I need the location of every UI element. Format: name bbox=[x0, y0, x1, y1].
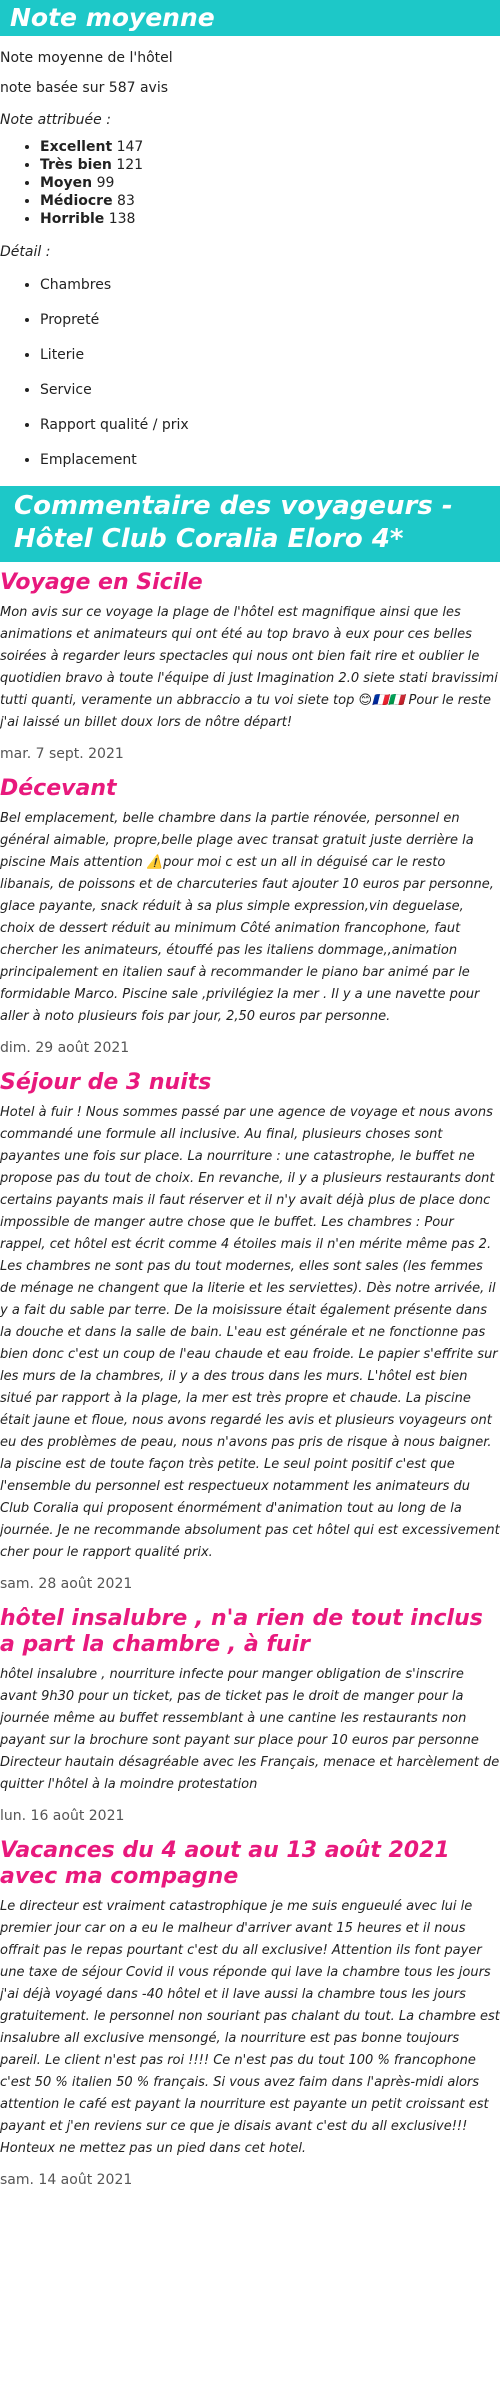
review-item bbox=[0, 776, 500, 1056]
detail-item: • Rapport qualité / prix bbox=[40, 416, 500, 435]
note-moyenne-header: Note moyenne bbox=[0, 0, 500, 36]
given-rating-label: Note attribuée : bbox=[0, 112, 111, 128]
review-date: sam. 28 août 2021 bbox=[0, 1576, 133, 1592]
rating-level-mediocre: • Médiocre 83 bbox=[40, 192, 500, 210]
rating-level-horrible: • Horrible 138 bbox=[40, 210, 500, 228]
review-date: lun. 16 août 2021 bbox=[0, 1808, 125, 1824]
review-title: Vacances du 4 aout au 13 août 2021 avec ma compagne bbox=[0, 1838, 450, 1889]
review-item bbox=[0, 1070, 500, 1592]
detail-label: Détail : bbox=[0, 244, 51, 260]
detail-list bbox=[0, 276, 500, 470]
review-item bbox=[0, 1838, 500, 2188]
detail-item: • Chambres bbox=[40, 276, 500, 295]
review-item bbox=[0, 1606, 500, 1824]
detail-item: • Emplacement bbox=[40, 451, 500, 470]
reviews-header: Commentaire des voyageurs - Hôtel Club Coralia Eloro 4* bbox=[0, 486, 500, 562]
review-date: dim. 29 août 2021 bbox=[0, 1040, 130, 1056]
detail-item: • Propreté bbox=[40, 311, 500, 330]
rating-level-tres-bien: • Très bien 121 bbox=[40, 156, 500, 174]
review-text: Le directeur est vraiment catastrophique je me suis engueulé avec lui le premier jour car on a eu le malheur d'arriver avant 15 heures et il nous offrait pas le repas pourtant c'est du all exclusive! Attention ils font payer une taxe de séjour Covid il vous réponde qui lave la chambre tous les jours j'ai déjà voyagé dans -40 hôtel et il lave aussi la chambre tous les jours gratuitement. le personnel non souriant pas chalant du tout. La chambre est insalubre all exclusive mensongé, la nourriture est pas bonne toujours pareil. Le client n'est pas roi !!!! Ce n'est pas du tout 100 % francophone c'est 50 % italien 50 % français. Si vous avez faim dans l'après-midi alors attention le café est payant la nourriture est payante un petit croissant est payant et j'en reviens sur ce que je disais avant c'est du all exclusive!!! Honteux ne mettez pas un pied dans cet hotel. bbox=[0, 1899, 500, 2156]
reviews-list bbox=[0, 570, 500, 2222]
rating-level-excellent: • Excellent 147 bbox=[40, 138, 500, 156]
review-title: Décevant bbox=[0, 776, 117, 801]
review-text: hôtel insalubre , nourriture infecte pour manger obligation de s'inscrire avant 9h30 pour un ticket, pas de ticket pas le droit de manger pour la journée même au buffet ressemblant à une cantine les restaurants non payant sur la brochure sont payant sur place pour 10 euros par personne Directeur hautain désagréable avec les Français, menace et harcèlement de quitter l'hôtel à la moindre protestation bbox=[0, 1667, 500, 1792]
review-date: sam. 14 août 2021 bbox=[0, 2172, 133, 2188]
rating-levels-list bbox=[0, 138, 500, 228]
review-text: Bel emplacement, belle chambre dans la partie rénovée, personnel en général aimable, propre,belle plage avec transat gratuit juste derrière la piscine Mais attention ⚠️pour moi c est un all in déguisé car le resto libanais, de poissons et de charcuteries faut ajouter 10 euros par personne, glace payante, snack réduit à sa plus simple expression,vin deguelase, choix de dessert réduit au minimum Côté animation francophone, faut chercher les animateurs, étouffé pas les italiens dommage,,animation principalement en italien sauf à recommander le piano bar animé par le formidable Marco. Piscine sale ,privilégiez la mer . Il y a une navette pour aller à noto plusieurs fois par jour, 2,50 euros par personne. bbox=[0, 811, 494, 1024]
rating-level-moyen: • Moyen 99 bbox=[40, 174, 500, 192]
review-text: Mon avis sur ce voyage la plage de l'hôtel est magnifique ainsi que les animations et animateurs qui ont été au top bravo à eux pour ces belles soirées à regarder leurs spectacles qui nous ont bien fait rire et oublier le quotidien bravo à toute l'équipe di just Imagination 2.0 siete stati bravissimi tutti quanti, veramente un abbraccio a tu voi siete top 😊🇫🇷🇮🇹 Pour le reste j'ai laissé un billet doux lors de nôtre départ! bbox=[0, 605, 498, 730]
detail-item: • Literie bbox=[40, 346, 500, 365]
based-on-reviews: note basée sur 587 avis bbox=[0, 80, 169, 96]
detail-item: • Service bbox=[40, 381, 500, 400]
review-text: Hotel à fuir ! Nous sommes passé par une agence de voyage et nous avons commandé une formule all inclusive. Au final, plusieurs choses sont payantes une fois sur place. La nourriture : une catastrophe, le buffet ne propose pas du tout de choix. En revanche, il y a plusieurs restaurants dont certains payants mais il faut réserver et il n'y avait déjà plus de place donc impossible de manger autre chose que le buffet. Les chambres : Pour rappel, cet hôtel est écrit comme 4 étoiles mais il n'en mérite même pas 2. Les chambres ne sont pas du tout modernes, elles sont sales (les femmes de ménage ne changent que la literie et les serviettes). Dès notre arrivée, il y a fait du sable par terre. De la moisissure était également présente dans la douche et dans la salle de bain. L'eau est générale et ne fonctionne pas bien donc c'est un coup de l'eau chaude et eau froide. Le papier s'effrite sur les murs de la chambres, il y a des trous dans les murs. L'hôtel est bien situé par rapport à la plage, la mer est très propre et chaude. La piscine était jaune et floue, nous avons regardé les avis et plusieurs voyageurs ont eu des problèmes de peau, nous n'avons pas pris de risque à nous baigner. la piscine est de toute façon très petite. Le seul point positif c'est que l'ensemble du personnel est respectueux notamment les animateurs du Club Coralia qui proposent énormément d'animation tout au long de la journée. Je ne recommande absolument pas cet hôtel qui est excessivement cher pour le rapport qualité prix. bbox=[0, 1105, 500, 1560]
review-date: mar. 7 sept. 2021 bbox=[0, 746, 124, 762]
review-item bbox=[0, 570, 500, 762]
review-title: Séjour de 3 nuits bbox=[0, 1070, 212, 1095]
rating-section bbox=[0, 50, 500, 470]
review-title: hôtel insalubre , n'a rien de tout inclus a part la chambre , à fuir bbox=[0, 1606, 483, 1657]
hotel-average-label: Note moyenne de l'hôtel bbox=[0, 50, 173, 66]
review-title: Voyage en Sicile bbox=[0, 570, 203, 595]
